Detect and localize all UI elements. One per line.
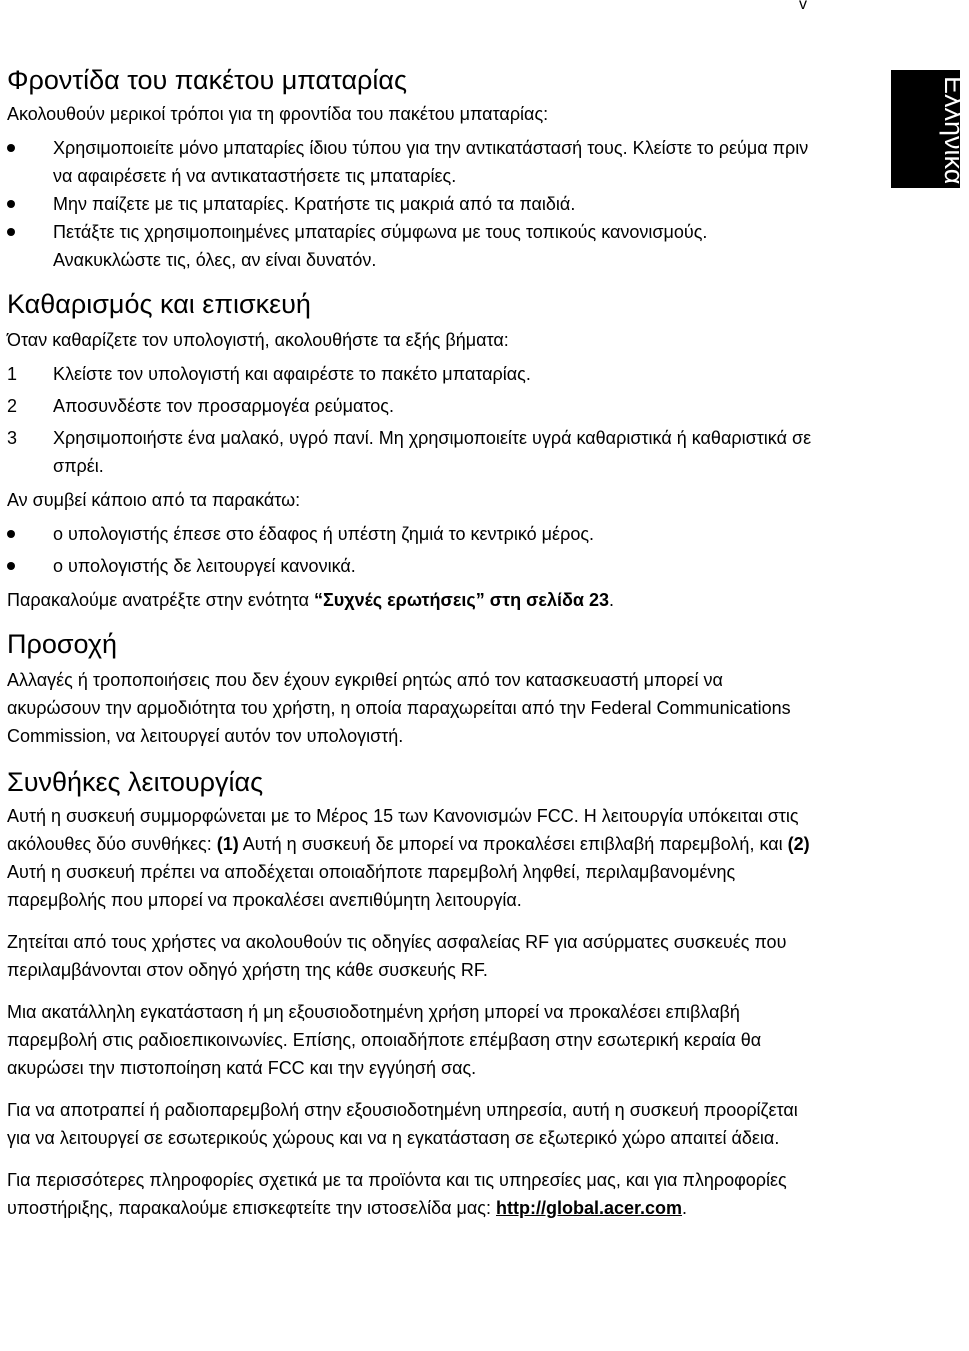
acer-website-link[interactable]: http://global.acer.com: [496, 1198, 683, 1218]
rf-safety-paragraph: Ζητείται από τους χρήστες να ακολουθούν τις οδηγίες ασφαλείας RF για ασύρματες συσκευές που περιλαμβάνονται στον οδηγό χρήστη της κάθε συσκευής RF.: [7, 932, 787, 980]
fcc-paragraph: Αυτή η συσκευή συμμορφώνεται με το Μέρος 15 των Κανονισμών FCC. Η λειτουργία υπόκειται στις ακόλουθες δύο συνθήκες: (1) Αυτή η συσκευή δε μπορεί να προκαλέσει επιβλαβή παρεμβολή, και (2) Αυτή η συσκευή πρέπει να αποδέχεται οποιαδήποτε παρεμβολή ληφθεί, περιλαμβανομένης παρεμβολής που μπορεί να προκαλέσει ανεπιθύμητη λειτουργία.: [7, 806, 810, 910]
list-item: Μην παίζετε με τις μπαταρίες. Κρατήστε τις μακριά από τα παιδιά.: [7, 190, 817, 218]
cleaning-intro: Όταν καθαρίζετε τον υπολογιστή, ακολουθήστε τα εξής βήματα:: [7, 330, 509, 350]
cleaning-conditions: [7, 520, 817, 580]
page-number: v: [799, 0, 807, 13]
battery-care-intro: Ακολουθούν μερικοί τρόποι για τη φροντίδα του πακέτου μπαταρίας:: [7, 104, 549, 124]
caution-heading: Προσοχή: [7, 629, 118, 659]
cleaning-if-text: Αν συμβεί κάποιο από τα παρακάτω:: [7, 490, 301, 510]
refer-paragraph: Παρακαλούμε ανατρέξτε στην ενότητα “Συχνές ερωτήσεις” στη σελίδα 23.: [7, 590, 614, 610]
step-item: 2 Αποσυνδέστε τον προσαρμογέα ρεύματος.: [7, 396, 394, 416]
battery-care-heading: Φροντίδα του πακέτου μπαταρίας: [7, 65, 408, 95]
operating-conditions-heading: Συνθήκες λειτουργίας: [7, 767, 264, 797]
list-item: ο υπολογιστής έπεσε στο έδαφος ή υπέστη ζημιά το κεντρικό μέρος.: [7, 520, 817, 548]
language-tab-label: Ελληνικά: [939, 76, 969, 185]
cleaning-heading: Καθαρισμός και επισκευή: [7, 289, 311, 319]
bullet-icon: [7, 200, 15, 208]
document-body: [7, 62, 817, 1222]
step-item: 3 Χρησιμοποιήστε ένα μαλακό, υγρό πανί. Μη χρησιμοποιείτε υγρά καθαριστικά ή καθαριστικά σε σπρέι.: [7, 428, 812, 476]
list-item: ο υπολογιστής δε λειτουργεί κανονικά.: [7, 552, 817, 580]
caution-text: Αλλαγές ή τροποποιήσεις που δεν έχουν εγκριθεί ρητώς από τον κατασκευαστή μπορεί να ακυρώσουν την αρμοδιότητα του χρήστη, η οποία παραχωρείται από την Federal Communications Commission, να λειτουργεί αυτόν τον υπολογιστή.: [7, 670, 791, 746]
cleaning-steps: [7, 360, 817, 480]
bullet-icon: [7, 228, 15, 236]
list-item: Πετάξτε τις χρησιμοποιημένες μπαταρίες σύμφωνα με τους τοπικούς κανονισμούς. Ανακυκλώστε τις, όλες, αν είναι δυνατόν.: [7, 218, 817, 274]
battery-care-list: [7, 134, 817, 274]
faq-reference-link[interactable]: “Συχνές ερωτήσεις” στη σελίδα 23: [314, 590, 609, 610]
installation-paragraph: Μια ακατάλληλη εγκατάσταση ή μη εξουσιοδοτημένη χρήση μπορεί να προκαλέσει επιβλαβή παρεμβολή στις ραδιοεπικοινωνίες. Επίσης, οποιαδήποτε επέμβαση στην εσωτερική κεραία θα ακυρώσει την πιστοποίηση κατά FCC και την εγγύησή σας.: [7, 1002, 762, 1078]
step-item: 1 Κλείστε τον υπολογιστή και αφαιρέστε το πακέτο μπαταρίας.: [7, 364, 531, 384]
bullet-icon: [7, 144, 15, 152]
bullet-icon: [7, 562, 15, 570]
bullet-icon: [7, 530, 15, 538]
more-info-paragraph: Για περισσότερες πληροφορίες σχετικά με τα προϊόντα και τις υπηρεσίες μας, και για πληροφορίες υποστήριξης, παρακαλούμε επισκεφτείτε την ιστοσελίδα μας: http://global.acer.com.: [7, 1170, 787, 1218]
list-item: Χρησιμοποιείτε μόνο μπαταρίες ίδιου τύπου για την αντικατάστασή τους. Κλείστε το ρεύμα πριν να αφαιρέσετε ή να αντικαταστήσετε τις μπαταρίες.: [7, 134, 817, 190]
language-tab: [891, 70, 969, 188]
indoor-use-paragraph: Για να αποτραπεί ή ραδιοπαρεμβολή στην εξουσιοδοτημένη υπηρεσία, αυτή η συσκευή προορίζεται για να λειτουργεί σε εσωτερικούς χώρους και να η εγκατάσταση σε εξωτερικό χώρο απαιτεί άδεια.: [7, 1100, 798, 1148]
